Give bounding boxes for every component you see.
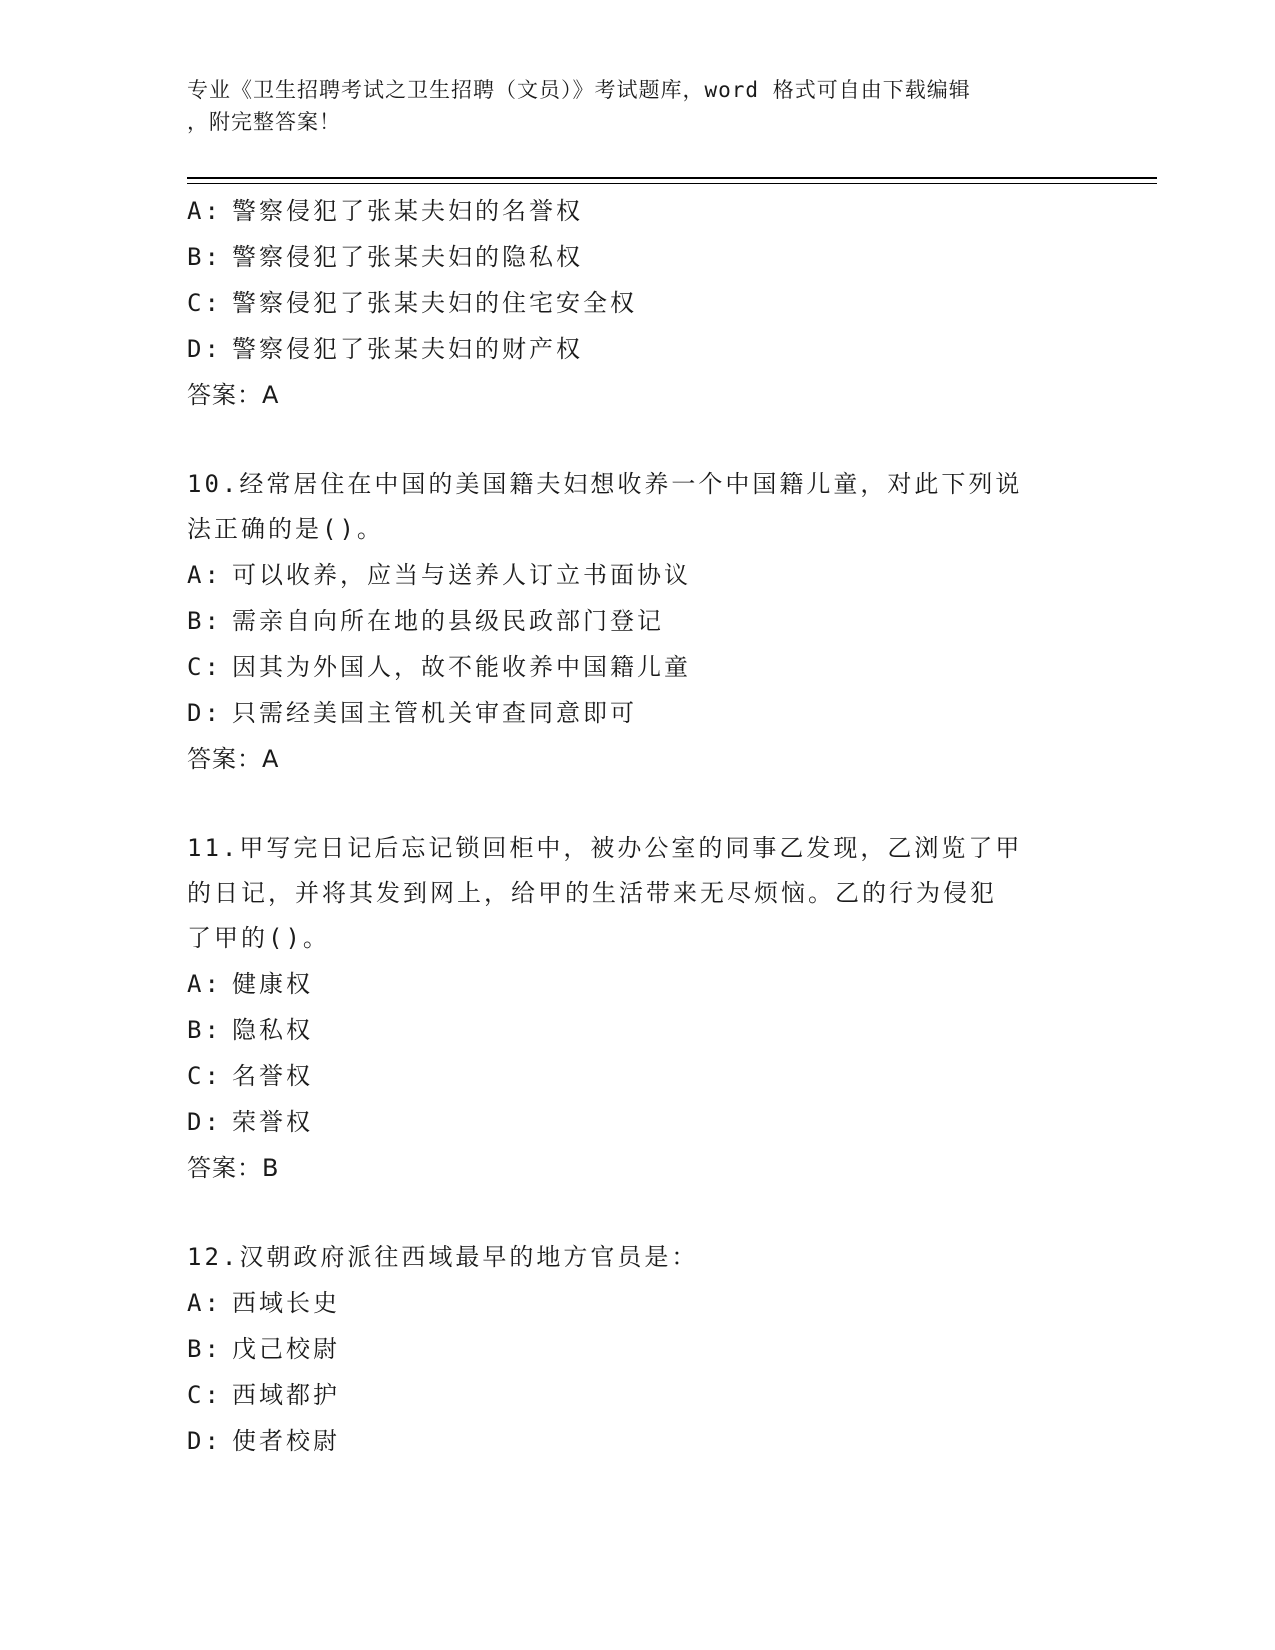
answer: 答案：A (187, 381, 280, 409)
option-a (187, 961, 1067, 1007)
option-text: 警察侵犯了张某夫妇的财产权 (232, 335, 583, 363)
option-a (187, 552, 1067, 598)
question-9 (187, 188, 1067, 418)
option-text: 西域长史 (232, 1289, 340, 1317)
option-letter: D: (187, 1427, 222, 1455)
option-letter: C: (187, 1062, 222, 1090)
question-12 (187, 1235, 1067, 1464)
option-c (187, 644, 1067, 690)
option-text: 荣誉权 (232, 1108, 313, 1136)
header-rule-thick (187, 177, 1157, 179)
option-b (187, 234, 1067, 280)
answer: 答案：A (187, 745, 280, 773)
option-text: 戊己校尉 (232, 1335, 340, 1363)
option-text: 隐私权 (232, 1016, 313, 1044)
option-d (187, 1099, 1067, 1145)
option-letter: C: (187, 653, 222, 681)
option-text: 警察侵犯了张某夫妇的隐私权 (232, 243, 583, 271)
option-letter: B: (187, 1335, 222, 1363)
option-text: 可以收养，应当与送养人订立书面协议 (232, 561, 691, 589)
question-10 (187, 462, 1067, 782)
option-a (187, 1280, 1067, 1326)
option-text: 健康权 (232, 970, 313, 998)
option-letter: C: (187, 289, 222, 317)
header-line-1: 专业《卫生招聘考试之卫生招聘（文员）》考试题库，word 格式可自由下载编辑 (187, 78, 971, 102)
option-b (187, 1326, 1067, 1372)
question-list (187, 188, 1067, 1464)
option-text: 使者校尉 (232, 1427, 340, 1455)
option-letter: A: (187, 1289, 222, 1317)
option-letter: A: (187, 197, 222, 225)
option-letter: D: (187, 699, 222, 727)
option-d (187, 690, 1067, 736)
option-letter: D: (187, 335, 222, 363)
question-stem: 法正确的是()。 (187, 515, 384, 543)
question-11 (187, 826, 1067, 1191)
option-c (187, 1372, 1067, 1418)
option-text: 警察侵犯了张某夫妇的住宅安全权 (232, 289, 637, 317)
answer: 答案：B (187, 1154, 280, 1182)
option-letter: B: (187, 243, 222, 271)
question-stem: 了甲的()。 (187, 924, 330, 952)
question-stem: 的日记，并将其发到网上，给甲的生活带来无尽烦恼。乙的行为侵犯 (187, 879, 997, 907)
option-text: 警察侵犯了张某夫妇的名誉权 (232, 197, 583, 225)
option-d (187, 1418, 1067, 1464)
option-text: 因其为外国人，故不能收养中国籍儿童 (232, 653, 691, 681)
option-letter: C: (187, 1381, 222, 1409)
option-letter: B: (187, 607, 222, 635)
option-text: 需亲自向所在地的县级民政部门登记 (232, 607, 664, 635)
header-line-2: ，附完整答案！ (187, 110, 341, 134)
option-b (187, 598, 1067, 644)
option-letter: A: (187, 561, 222, 589)
option-letter: B: (187, 1016, 222, 1044)
question-stem: 11.甲写完日记后忘记锁回柜中，被办公室的同事乙发现，乙浏览了甲 (187, 834, 1023, 862)
option-d (187, 326, 1067, 372)
option-letter: D: (187, 1108, 222, 1136)
option-text: 西域都护 (232, 1381, 340, 1409)
question-stem: 12.汉朝政府派往西域最早的地方官员是： (187, 1243, 699, 1271)
option-text: 名誉权 (232, 1062, 313, 1090)
header-rule-thin (187, 183, 1157, 184)
option-a (187, 188, 1067, 234)
question-stem: 10.经常居住在中国的美国籍夫妇想收养一个中国籍儿童，对此下列说 (187, 470, 1023, 498)
option-c (187, 1053, 1067, 1099)
option-letter: A: (187, 970, 222, 998)
document-header (187, 74, 1067, 138)
option-b (187, 1007, 1067, 1053)
option-c (187, 280, 1067, 326)
option-text: 只需经美国主管机关审查同意即可 (232, 699, 637, 727)
